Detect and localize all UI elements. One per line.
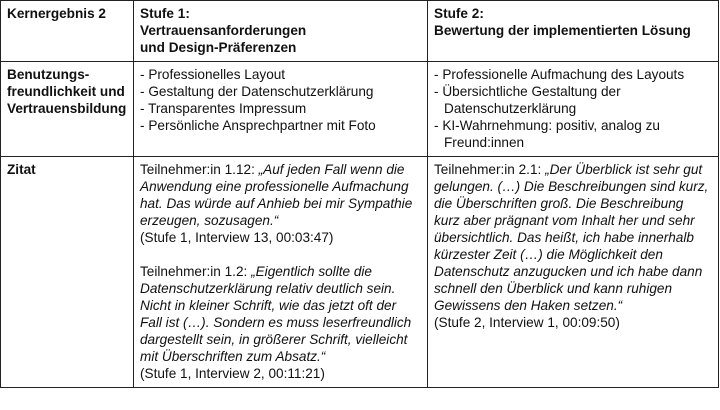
- quote-row: [1, 157, 719, 388]
- list-item: - Transparentes Impressum: [140, 100, 421, 117]
- usability-label-line: Vertrauensbildung: [7, 101, 127, 116]
- quote-label-text: Zitat: [7, 162, 36, 177]
- header-row: [1, 1, 719, 62]
- list-item: - Professionelles Layout: [140, 66, 421, 83]
- quote-text: „Eigentlich sollte die Datenschutzerklärung relativ deutlich sein. Nicht in kleiner Schrift, wie das jetzt oft der Fall ist (…). Sondern es muss leserfreundlich dargestellt sein, in größerer Schrift, vielleicht mit Überschriften zum Absatz.“: [140, 264, 412, 364]
- usability-label: [1, 62, 134, 157]
- quote-source: (Stufe 1, Interview 13, 00:03:47): [140, 230, 334, 245]
- header-stage-1-line: Vertrauensanforderungen: [140, 23, 307, 38]
- quote-speaker: Teilnehmer:in 1.12:: [140, 162, 259, 177]
- header-stage-2-line: Bewertung der implementierten Lösung: [434, 23, 691, 38]
- quote-label: [1, 157, 134, 388]
- quote-speaker: Teilnehmer:in 2.1:: [434, 162, 546, 177]
- quote-source: (Stufe 2, Interview 1, 00:09:50): [434, 315, 620, 330]
- list-item: - KI-Wahrnehmung: positiv, analog zu Freund:innen: [434, 117, 712, 151]
- quote-stage-2: [428, 157, 719, 388]
- header-stage-2: [428, 1, 719, 62]
- quote-text: „Auf jeden Fall wenn die Anwendung eine professionelle Aufmachung hat. Das würde auf Anhieb bei mir Sympathie erzeugen, sozusagen.“: [140, 162, 413, 228]
- quote-paragraph: [434, 161, 712, 331]
- quote-speaker: Teilnehmer:in 1.2:: [140, 264, 252, 279]
- list-item: - Professionelle Aufmachung des Layouts: [434, 66, 712, 83]
- quote-paragraph: [140, 161, 421, 246]
- header-stage-1-line: und Design-Präferenzen: [140, 40, 297, 55]
- usability-label-line: freundlichkeit und: [7, 84, 125, 99]
- header-stage-1-line: Stufe 1:: [140, 6, 190, 21]
- usability-stage-1: [134, 62, 428, 157]
- list-item: - Übersichtliche Gestaltung der Datenschutzerklärung: [434, 83, 712, 117]
- quote-source: (Stufe 1, Interview 2, 00:11:21): [140, 366, 325, 381]
- usability-stage-2: [428, 62, 719, 157]
- stage-1-list: [140, 66, 421, 134]
- quote-stage-1: [134, 157, 428, 388]
- quote-text: „Der Überblick ist sehr gut gelungen. (…) Die Beschreibungen sind kurz, die Überschriften groß. Die Beschreibung kurz aber prägnant vom Inhalt her und sehr übersichtlich. Das heißt, ich habe innerhalb kürzester Zeit (…) die Möglichkeit den Datenschutz anzugucken und ich habe dann schnell den Überblick und kann ruhigen Gewissens den Haken setzen.“: [434, 162, 709, 313]
- header-stage-2-line: Stufe 2:: [434, 6, 484, 21]
- quote-paragraph: [140, 263, 421, 382]
- usability-row: [1, 62, 719, 157]
- list-item: - Persönliche Ansprechpartner mit Foto: [140, 117, 421, 134]
- list-item: - Gestaltung der Datenschutzerklärung: [140, 83, 421, 100]
- header-core-result: [1, 1, 134, 62]
- header-core-result-label: Kernergebnis 2: [7, 6, 106, 21]
- header-stage-1: [134, 1, 428, 62]
- usability-label-line: Benutzungs-: [7, 67, 90, 82]
- stage-2-list: [434, 66, 712, 151]
